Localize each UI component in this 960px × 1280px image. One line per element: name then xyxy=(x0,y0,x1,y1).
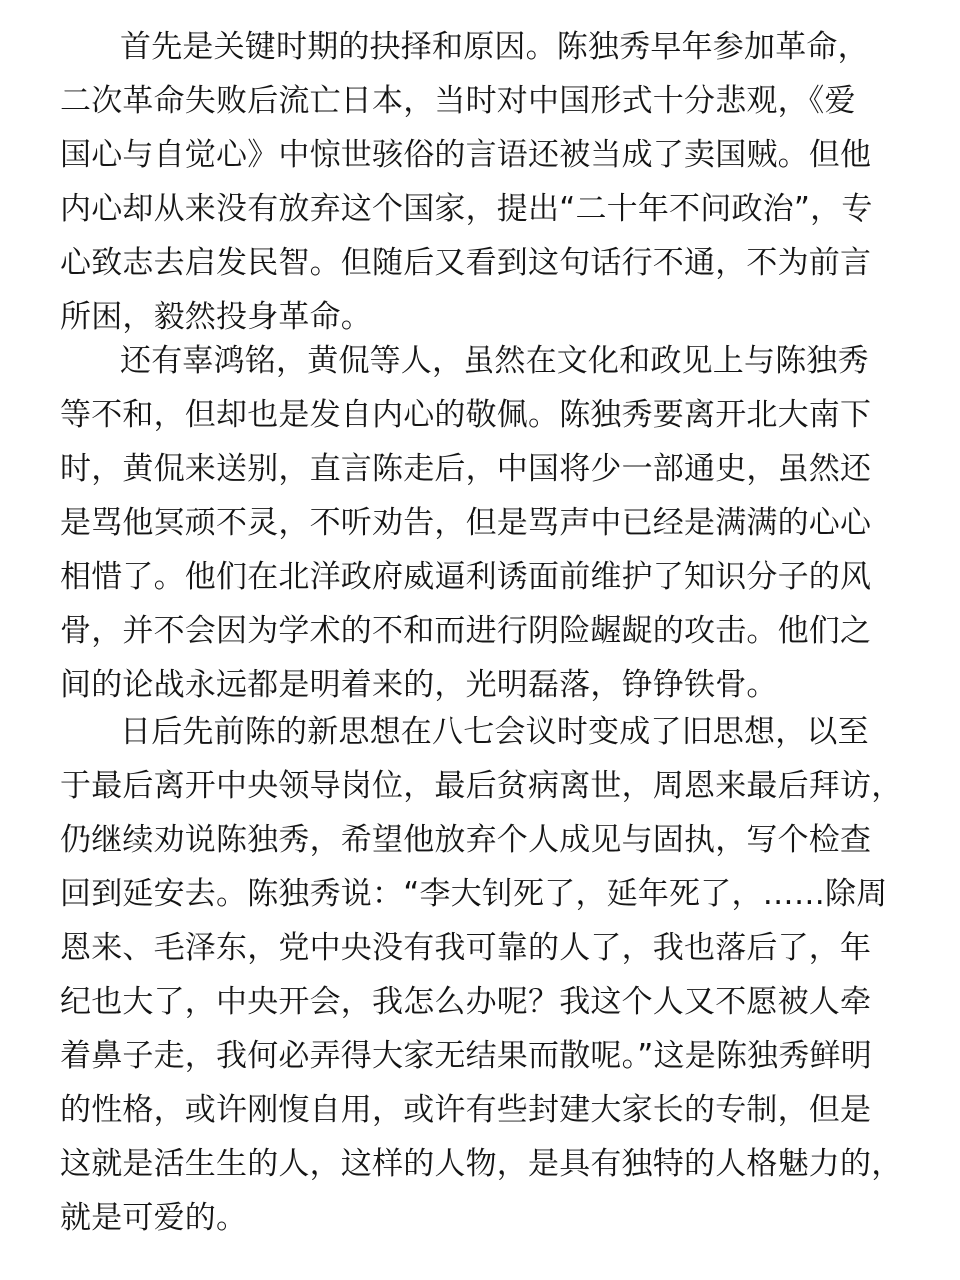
text-line: 就是可爱的。 xyxy=(60,1200,248,1236)
text-line: 恩来、毛泽东，党中央没有我可靠的人了，我也落后了，年 xyxy=(60,930,872,966)
text-line: 国心与自觉心》中惊世骇俗的言语还被当成了卖国贼。但他 xyxy=(60,137,872,173)
text-line: 心致志去启发民智。但随后又看到这句话行不通，不为前言 xyxy=(60,245,872,281)
text-line: 相惜了。他们在北洋政府威逼利诱面前维护了知识分子的风 xyxy=(60,559,872,595)
paragraph-1 xyxy=(60,20,906,344)
text-line: 还有辜鸿铭，黄侃等人，虽然在文化和政见上与陈独秀 xyxy=(120,343,869,379)
text-line: 等不和，但却也是发自内心的敬佩。陈独秀要离开北大南下 xyxy=(60,397,872,433)
text-line: 日后先前陈的新思想在八七会议时变成了旧思想，以至 xyxy=(120,714,869,750)
text-line: 首先是关键时期的抉择和原因。陈独秀早年参加革命， xyxy=(120,29,869,65)
paragraph-3 xyxy=(60,705,906,1245)
text-line: 的性格，或许刚愎自用，或许有些封建大家长的专制，但是 xyxy=(60,1092,872,1128)
text-line: 是骂他冥顽不灵，不听劝告，但是骂声中已经是满满的心心 xyxy=(60,505,872,541)
paragraph-2 xyxy=(60,334,906,712)
text-line: 所困，毅然投身革命。 xyxy=(60,299,372,335)
text-line: 时，黄侃来送别，直言陈走后，中国将少一部通史，虽然还 xyxy=(60,451,872,487)
text-line: 骨，并不会因为学术的不和而进行阴险龌龊的攻击。他们之 xyxy=(60,613,872,649)
text-line: 内心却从来没有放弃这个国家，提出“二十年不问政治”，专 xyxy=(60,191,873,227)
text-line: 间的论战永远都是明着来的，光明磊落，铮铮铁骨。 xyxy=(60,667,778,703)
text-line: 这就是活生生的人，这样的人物，是具有独特的人格魅力的， xyxy=(60,1146,903,1182)
text-line: 纪也大了，中央开会，我怎么办呢？我这个人又不愿被人牵 xyxy=(60,984,872,1020)
text-line: 于最后离开中央领导岗位，最后贫病离世，周恩来最后拜访， xyxy=(60,768,903,804)
text-line: 二次革命失败后流亡日本，当时对中国形式十分悲观，《爱 xyxy=(60,83,856,119)
text-line: 着鼻子走，我何必弄得大家无结果而散呢。”这是陈独秀鲜明 xyxy=(60,1038,872,1074)
text-line: 仍继续劝说陈独秀，希望他放弃个人成见与固执，写个检查 xyxy=(60,822,872,858)
text-line: 回到延安去。陈独秀说：“李大钊死了，延年死了，……除周 xyxy=(60,876,888,912)
